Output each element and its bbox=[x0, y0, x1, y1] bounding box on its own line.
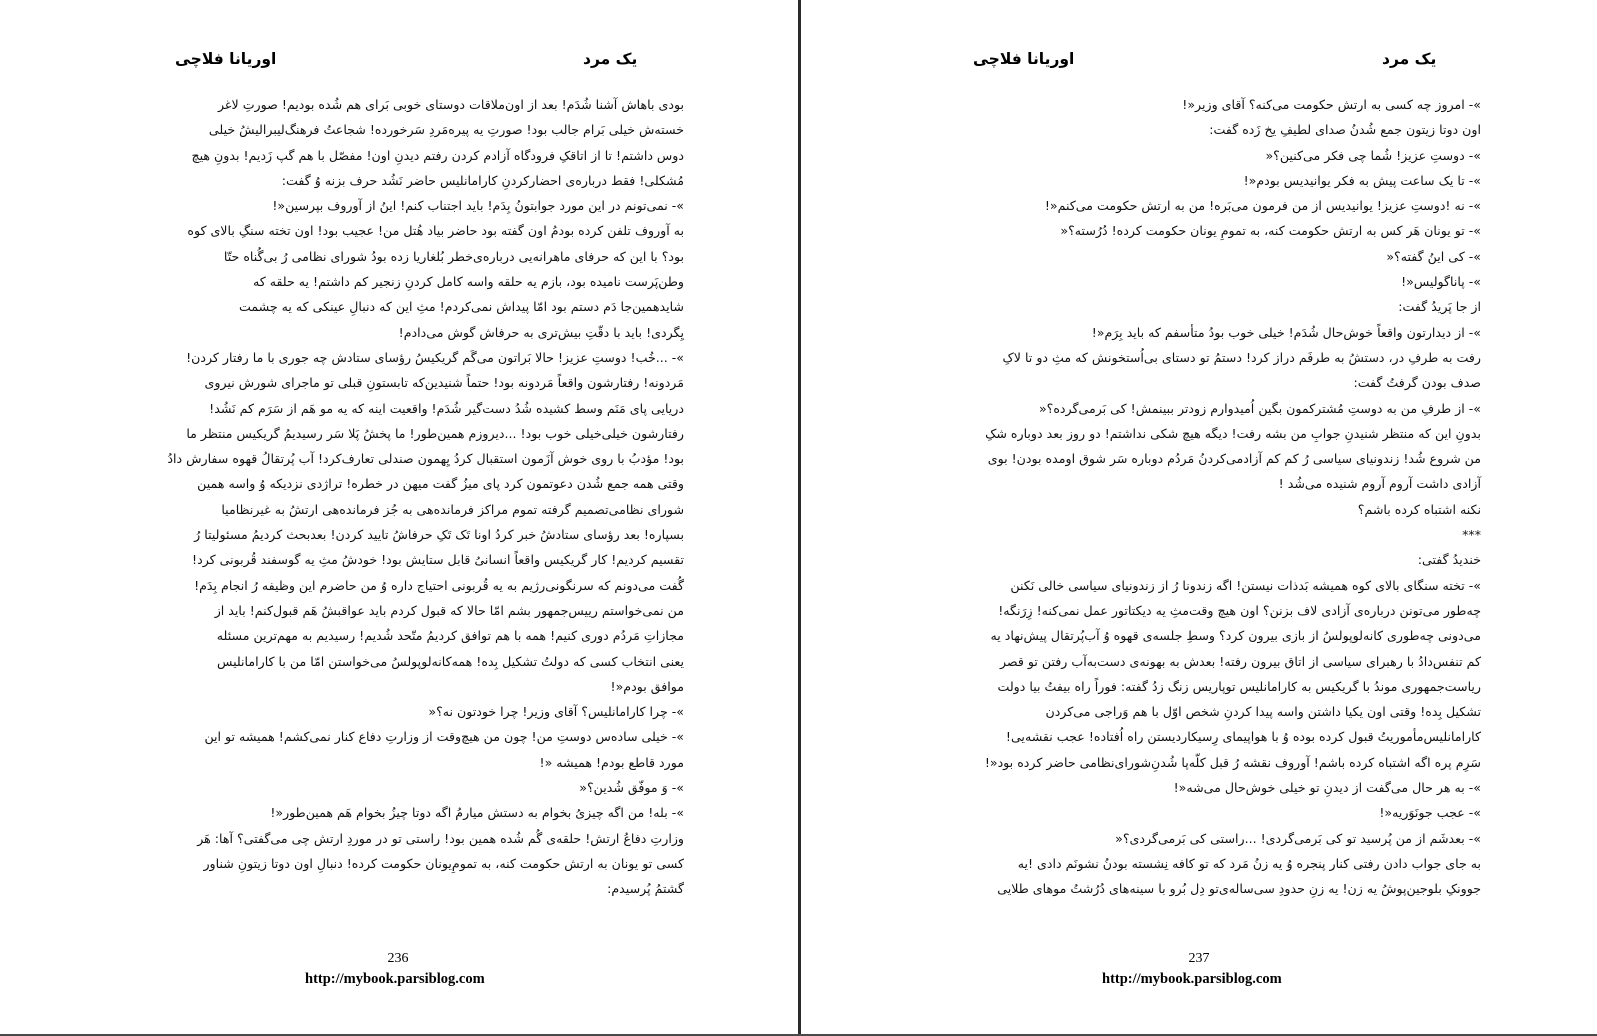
text-line: »- تخته سنگای بالای کوه همیشه بَدذات نیستن! اگه زندونا رُ از زندونیای سیاسی خالی نَکنن bbox=[1010, 577, 1481, 593]
text-line: بود؟ با این که حرفای ماهرانه‌یی درباره‌ی‌خطر بُلغاریا زده بودُ شورای نظامی رُ بی‌گُناه حتّا bbox=[223, 248, 684, 264]
text-line: »- بله! من اگه چیزیُ بخوام به دستش میارمُ اگه دوتا چیزُ بخوام هَم همین‌طور«! bbox=[270, 805, 684, 821]
text-line: »- عجب جونَوَریه«! bbox=[1379, 805, 1481, 821]
page-236 bbox=[0, 0, 798, 1036]
text-line: »- خیلی ساده‌س دوستِ من! چون من هیچ‌وقت از وزارتِ دفاع کنار نمی‌کشم! همیشه تو این bbox=[204, 729, 684, 745]
text-line: وزارتِ دفاعُ ارتش! حلقه‌ی گُم شُده همین بود! راستی تو در موردِ ارتش چی می‌گفتی؟ آها: هَر bbox=[197, 830, 684, 846]
text-line: ریاست‌جمهوری موندُ با گریکیس به کارامانلیس توپاریس زنگ زدُ گفته: فوراً راه بیفتُ بیا دولت bbox=[997, 678, 1481, 694]
page-header-author: اوریانا فلاچی bbox=[175, 50, 277, 68]
text-line: تقسیم کردیم! کار گریکیس واقعاً انسانیُ قابل ستایش بود! خودشُ مثِ یه گوسفند قُربونی کرد! bbox=[192, 552, 684, 568]
text-line: مجازاتِ مَردُم دوری کنیم! همه با هم توافق کردیمُ متّحد شُدیم! رسیدیم به مهم‌ترین مسئله bbox=[216, 628, 684, 644]
text-line: کم تنفس‌دادُ با رهبرای سیاسی از اتاق بیرون رفته! بعدش به بهونه‌ی دست‌به‌آب رفتن تو قصر bbox=[999, 653, 1481, 669]
text-line: من نمی‌خواستم رییس‌جمهور بشم امّا حالا که قبول کردم باید عواقبشُ هَم قبول‌کنم! باید از bbox=[214, 602, 684, 618]
page-header-book-title: یک مرد bbox=[583, 50, 638, 68]
text-line: آزادی داشت آروم آروم شنیده می‌شُد ! bbox=[1278, 476, 1481, 492]
text-line: موافق بودم«! bbox=[610, 678, 684, 694]
text-line: »- پاناگولیس«! bbox=[1401, 274, 1481, 290]
text-line: مَردونه! رفتارشون واقعاً مَردونه بود! حتماً شنیدین‌که تابستونِ قبلی تو ماجرای شورش نیروی bbox=[204, 375, 684, 391]
text-line: به جای جواب دادن رفتی کنار پنجره وُ یه زنُ مَرد که تو کافه نِشسته بودنُ نشونَم دادی !یه bbox=[1017, 855, 1481, 871]
text-line: خسته‌ش خیلی بَرام جالب بود! صورتِ یه پیره‌مَردِ سَرخورده! شجاعتُ فرهنگ‌لیبرالیش‌ُ خیلی bbox=[208, 122, 684, 138]
text-line: »- کی اینُ گفته؟« bbox=[1386, 248, 1481, 264]
text-line: تشکیل بِده! وقتی اون یکیا داشتن واسه پیدا کردنِ شخص اوّل با هم وَراجی می‌کردن bbox=[1045, 704, 1481, 720]
text-line: مُشکلی! فقط درباره‌ی احضارکردنِ کارامانلیس حاضر نَشُد حرف بزنه وُ گفت: bbox=[281, 172, 684, 188]
text-line: »- چرا کارامانلیس؟ آقای وزیر! چرا خودتون نه؟« bbox=[428, 704, 684, 720]
text-line: دریایی پای مَنَم وسط کشیده شُدُ دست‌گیر شُدَم! واقعیت اینه که یه مو هَم از سَرَم کم نَشُد! bbox=[209, 400, 684, 416]
text-line: گشتمُ پُرسیدم: bbox=[607, 881, 684, 897]
text-line: رفت به طرفِ در، دستشُ به طرفَم دراز کرد! دستمُ تو دستای بی‌اُستخونش که مثِ دو تا لاکِ bbox=[1002, 349, 1481, 365]
text-line: چه‌طور می‌تونن درباره‌ی آزادی لاف بزنن؟ اون هیچ وقت‌مثِ یه دیکتاتور عمل نمی‌کنه! زِرَنگه! bbox=[998, 602, 1481, 618]
text-line: »- امروز چه کسی به ارتش حکومت می‌کنه؟ آقای وزیر«! bbox=[1182, 97, 1481, 112]
text-line: کارامانلیس‌مأموریتُ قبول کرده بوده وُ با هواپیمای رِسیکاردیستن راه اُفتاده! عجب نقشه‌یی! bbox=[1005, 729, 1481, 745]
text-line: »- بعدشَم از من پُرسید تو کی بَرمی‌گردی! ...راستی کی بَرمی‌گردی؟« bbox=[1115, 830, 1481, 846]
text-line: *** bbox=[1462, 527, 1481, 543]
text-line: صدف بودن گرفتُ گفت: bbox=[1353, 375, 1481, 391]
text-line: »- نه !دوستِ عزیز! یوانیدیس از من فرمون می‌بَره! من به ارتش حکومت می‌کنم«! bbox=[1044, 198, 1481, 214]
text-line: سَرِم پره اگه اشتباه کرده باشم! آوروف نقشه رُ قبل کلّه‌پا شُدنِ‌شورای‌نظامی حاضر کرده بود«! bbox=[984, 754, 1481, 770]
page-number: 237 bbox=[1188, 951, 1210, 966]
text-line: بسپاره! بعد رؤسای ستادشُ خبر کردُ اونا تَک تَکِ حرفاشُ تایید کردن! بعدبحث کردیمُ مسئولیتا رُ bbox=[194, 527, 684, 543]
text-line: وقتی همه جمع شُدن دعوتمون کرد پای میزُ گفت میهن در خطره! تراژدی نزدیکه وُ واسه همین bbox=[197, 476, 684, 492]
text-line: »- وَ موفّق شُدین؟« bbox=[579, 780, 684, 796]
page-header-book-title: یک مرد bbox=[1382, 50, 1437, 68]
text-line: »- از طرفِ من به دوستِ مُشترکمون بگین اُمیدوارم زودتر ببینمش! کی بَرمی‌گرده؟« bbox=[1038, 400, 1481, 416]
text-line: از جا پَریدُ گفت: bbox=[1398, 299, 1481, 315]
text-line: وطن‌پَرست نامیده بود، بازم یه حلقه واسه کامل کردنِ زنجیر کم داشتم! یه حلقه که bbox=[252, 274, 684, 290]
text-line: »- تا یک ساعت پیش به فکر یوانیدیس بودم«! bbox=[1243, 172, 1481, 188]
footer-url: http://mybook.parsiblog.com bbox=[305, 971, 485, 987]
page-body-text bbox=[919, 92, 1481, 902]
text-line: به آوروف تلفن کرده بودمُ اون گفته بود حاضر بیاد هُتل من! عجیب بود! اون تخته سنگِ بالای کوه bbox=[187, 223, 684, 239]
text-line: من شروع شُد! زندونیای سیاسی رُ کم کم آزادمی‌کردنُ مَردُم دوباره سَر شوق اومده بودن! بوی bbox=[987, 451, 1481, 467]
text-line: رفتارشون خیلی‌خیلی خوب بود! ...دیروزم همین‌طور! ما پخشُ پَلا سَر رسیدیمُ گریکیس منتظر ما bbox=[186, 425, 684, 441]
text-line: یِگردی! باید با دقّتِ بیش‌تری به حرفاش گوش می‌دادم! bbox=[398, 324, 684, 340]
text-line: شایدهمین‌جا دَم دستم بود امّا پیداش نمی‌کردم! مثِ این که دنبالِ عینکی که یه چشمت bbox=[239, 299, 684, 315]
page-header-author: اوریانا فلاچی bbox=[973, 50, 1075, 68]
text-line: »- دوستِ عزیز! شُما چی فکر می‌کنین؟« bbox=[1265, 147, 1481, 163]
text-line: اون دوتا زیتون جمع شُدنُ صدای لطیفِ یخ زَده گفت: bbox=[1209, 122, 1481, 138]
text-line: شورای نظامی‌تصمیم گرفته تموم مراکز فرمانده‌هی به جُز فرمانده‌هی ارتشُ به غیرنظامیا bbox=[221, 501, 684, 517]
text-line: دوس داشتم! تا از اتاقکِ فرودگاه آزادم کردن رفتم دیدنِ اون! مفصّل با هم گپ زَدیم! بدونِ هیچ bbox=[191, 147, 684, 163]
text-line: »- از دیدارتون واقعاً خوش‌حال شُدَم! خیلی خوب بودُ متأسفم که باید بِرَم«! bbox=[1091, 324, 1481, 340]
text-line: یعنی انتخاب کسی که دولتُ تشکیل بِده! همه‌کانه‌لوپولسُ می‌خواستن امّا من با کارامانلیس bbox=[217, 653, 684, 669]
text-line: »- تو یونان هَر کس به ارتش حکومت کنه، به تمومِ یونان حکومت کرده! دُرُسته؟« bbox=[1060, 223, 1481, 239]
text-line: »- نمی‌تونم در این مورد جوابتونُ بِدَم! باید اجتناب کنم! اینُ از آوروف بپرسین«! bbox=[272, 198, 684, 214]
text-line: »- ...خُب! دوستِ عزیز! حالا بَراتون می‌گَم گریکیس‌ُ رؤسای ستادش چه جوری با ما رفتار کردن! bbox=[186, 349, 684, 365]
text-line: بدونِ این که منتظر شنیدنِ جوابِ من بشه رفت! دیگه هیچ شکی نداشتم! دو روز بعد دوباره شکِ bbox=[985, 425, 1481, 441]
text-line: کسی تو یونان به ارتش حکومت کنه، به تمومِ‌یونان حکومت کرده! دنبالِ اون دوتا زیتونِ شناور bbox=[203, 855, 684, 871]
text-line: می‌دونی چه‌طوری کانه‌لوپولسُ از بازی بیرون کرد؟ وسطِ جلسه‌ی قهوه وُ آب‌پُرتقال پیش‌نهاد یه bbox=[990, 628, 1481, 644]
page-237 bbox=[801, 0, 1597, 1036]
text-line: نکنه اشتباه کرده باشم؟ bbox=[1357, 501, 1481, 517]
text-line: مورد قاطع بودم! همیشه «! bbox=[539, 754, 684, 770]
page-number: 236 bbox=[387, 951, 409, 966]
text-line: گُفت می‌دونم که سرنگونی‌رژیم به یه قُربونی احتیاج داره وُ من حاضرم این وظیفه رُ انجام بِدَم! bbox=[194, 577, 684, 593]
text-line: بودی باهاش آشنا شُدَم! بعد از اون‌ملاقات دوستای خوبی بَرای هم شُده بودیم! صورتِ لاغر bbox=[217, 97, 684, 112]
text-line: بود! مؤدبُ با روی خوش آزَمون استقبال کردُ یِهمون صندلی تعارف‌کرد! آب پُرتقالُ قهوه سفارش دادُ bbox=[167, 451, 684, 467]
text-line: جوونکِ بلوجین‌پوشُ یه زن! یه زنِ حدودِ سی‌ساله‌ی‌تو دِل بُرو با سینه‌های دُرُشتُ موهای طلایی bbox=[997, 881, 1481, 897]
text-line: »- به هر حال می‌گفت از دیدنِ تو خیلی خوش‌حال می‌شه«! bbox=[1173, 780, 1481, 796]
text-line: خندیدُ گفتی: bbox=[1417, 552, 1481, 568]
page-body-text bbox=[138, 92, 684, 902]
footer-url: http://mybook.parsiblog.com bbox=[1102, 971, 1282, 987]
